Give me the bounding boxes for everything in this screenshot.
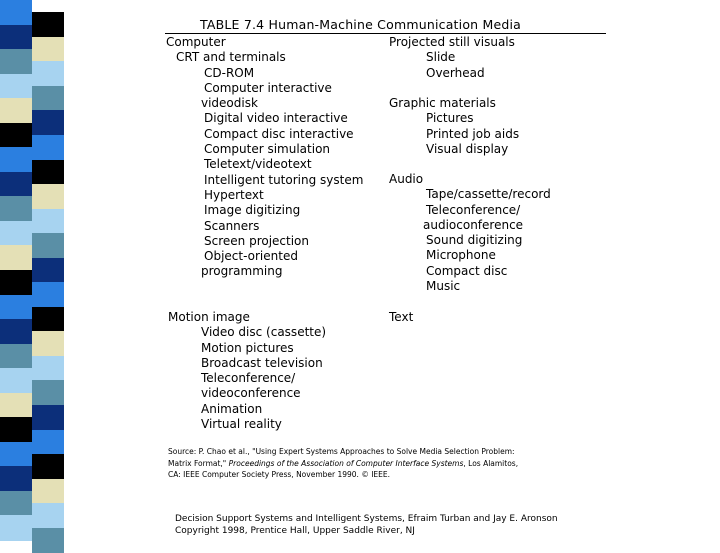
- list-item: Virtual reality: [201, 417, 282, 432]
- motion-media-column: [168, 310, 326, 432]
- list-item: Scanners: [204, 218, 260, 233]
- strip-block: [0, 49, 32, 75]
- strip-block: [0, 270, 32, 296]
- strip-block: [32, 503, 64, 529]
- strip-block: [32, 86, 64, 112]
- list-item: Tape/cassette/record: [426, 187, 551, 202]
- category-heading-graphic: Graphic materials: [389, 96, 496, 110]
- list-item: programming: [201, 264, 283, 279]
- projected-media-column: [389, 35, 515, 81]
- category-heading-computer: Computer: [166, 35, 226, 49]
- strip-block: [0, 491, 32, 517]
- list-item: Intelligent tutoring system: [204, 172, 364, 187]
- strip-block: [32, 135, 64, 161]
- list-item: Music: [426, 279, 461, 294]
- strip-block: [0, 319, 32, 345]
- list-item: Compact disc: [426, 263, 508, 278]
- strip-block: [0, 515, 32, 541]
- list-item: Motion pictures: [201, 340, 294, 355]
- footer-credit: [175, 513, 558, 537]
- strip-block: [32, 356, 64, 382]
- list-item: Video disc (cassette): [201, 325, 327, 340]
- list-item: Broadcast television: [201, 355, 323, 370]
- title-underline: [165, 33, 606, 34]
- table-title: TABLE 7.4 Human-Machine Communication Media: [200, 17, 522, 32]
- list-item: Overhead: [426, 65, 485, 80]
- graphic-media-column: [389, 96, 519, 157]
- strip-block: [0, 172, 32, 198]
- list-item: Teleconference/: [426, 202, 521, 217]
- strip-block: [32, 184, 64, 210]
- strip-block: [0, 245, 32, 271]
- strip-block: [32, 233, 64, 259]
- list-item: Screen projection: [204, 233, 309, 248]
- strip-block: [0, 221, 32, 247]
- strip-block: [0, 25, 32, 51]
- list-item: videoconference: [201, 386, 301, 401]
- list-item: Object-oriented: [204, 249, 298, 264]
- footer-line-1: Decision Support Systems and Intelligent Systems, Efraim Turban and Jay E. Aronson: [175, 514, 558, 524]
- source-line-1: Source: P. Chao et al., "Using Expert Systems Approaches to Solve Media Selection Problem:: [168, 447, 515, 456]
- list-item: CRT and terminals: [176, 50, 286, 65]
- strip-block: [32, 160, 64, 186]
- source-text: Matrix Format,": [168, 458, 229, 468]
- list-item: videodisk: [201, 96, 258, 111]
- strip-block: [32, 405, 64, 431]
- strip-block: [32, 61, 64, 87]
- footer-line-2: Copyright 1998, Prentice Hall, Upper Saddle River, NJ: [175, 526, 415, 536]
- source-line-3: CA: IEEE Computer Society Press, November 1990. © IEEE.: [168, 470, 391, 479]
- source-citation: [168, 446, 518, 481]
- strip-block: [0, 123, 32, 149]
- strip-block: [32, 282, 64, 308]
- category-heading-text: Text: [389, 310, 414, 324]
- strip-block: [32, 380, 64, 406]
- strip-block: [0, 442, 32, 468]
- strip-block: [32, 209, 64, 235]
- strip-block: [32, 258, 64, 284]
- strip-block: [32, 110, 64, 136]
- list-item: Compact disc interactive: [204, 126, 354, 141]
- list-item: Sound digitizing: [426, 233, 523, 248]
- strip-block: [0, 98, 32, 124]
- strip-block: [32, 479, 64, 505]
- list-item: Digital video interactive: [204, 111, 348, 126]
- strip-block: [32, 12, 64, 38]
- list-item: Animation: [201, 401, 263, 416]
- category-heading-audio: Audio: [389, 172, 424, 186]
- list-item: Computer interactive: [204, 80, 332, 95]
- computer-media-column: [166, 35, 363, 280]
- list-item: audioconference: [423, 217, 524, 232]
- list-item: Printed job aids: [426, 126, 520, 141]
- strip-block: [0, 196, 32, 222]
- list-item: Microphone: [426, 248, 496, 263]
- audio-media-column: [389, 172, 551, 294]
- category-heading-motion: Motion image: [168, 310, 250, 324]
- strip-block: [0, 147, 32, 173]
- strip-block: [0, 417, 32, 443]
- list-item: Visual display: [426, 141, 509, 156]
- text-media-column: [389, 310, 413, 325]
- strip-block: [0, 393, 32, 419]
- strip-block: [32, 430, 64, 456]
- strip-block: [0, 295, 32, 321]
- strip-block: [32, 307, 64, 333]
- source-line-2: [168, 458, 518, 470]
- list-item: Teleconference/: [201, 371, 296, 386]
- source-proceedings-title: Proceedings of the Association of Computer Interface Systems: [228, 458, 464, 468]
- decorative-color-strip: [0, 0, 65, 540]
- category-heading-projected: Projected still visuals: [389, 35, 515, 49]
- strip-block: [0, 466, 32, 492]
- strip-block: [0, 74, 32, 100]
- strip-block: [32, 37, 64, 63]
- list-item: Pictures: [426, 111, 474, 126]
- strip-block: [32, 331, 64, 357]
- strip-block: [32, 528, 64, 553]
- list-item: Slide: [426, 50, 456, 65]
- list-item: CD-ROM: [204, 65, 255, 80]
- strip-block: [32, 454, 64, 480]
- list-item: Image digitizing: [204, 203, 301, 218]
- strip-block: [0, 0, 32, 26]
- list-item: Computer simulation: [204, 142, 331, 157]
- list-item: Teletext/videotext: [204, 157, 312, 172]
- list-item: Hypertext: [204, 187, 264, 202]
- strip-block: [0, 344, 32, 370]
- source-text: , Los Alamitos,: [463, 458, 519, 468]
- strip-block: [0, 368, 32, 394]
